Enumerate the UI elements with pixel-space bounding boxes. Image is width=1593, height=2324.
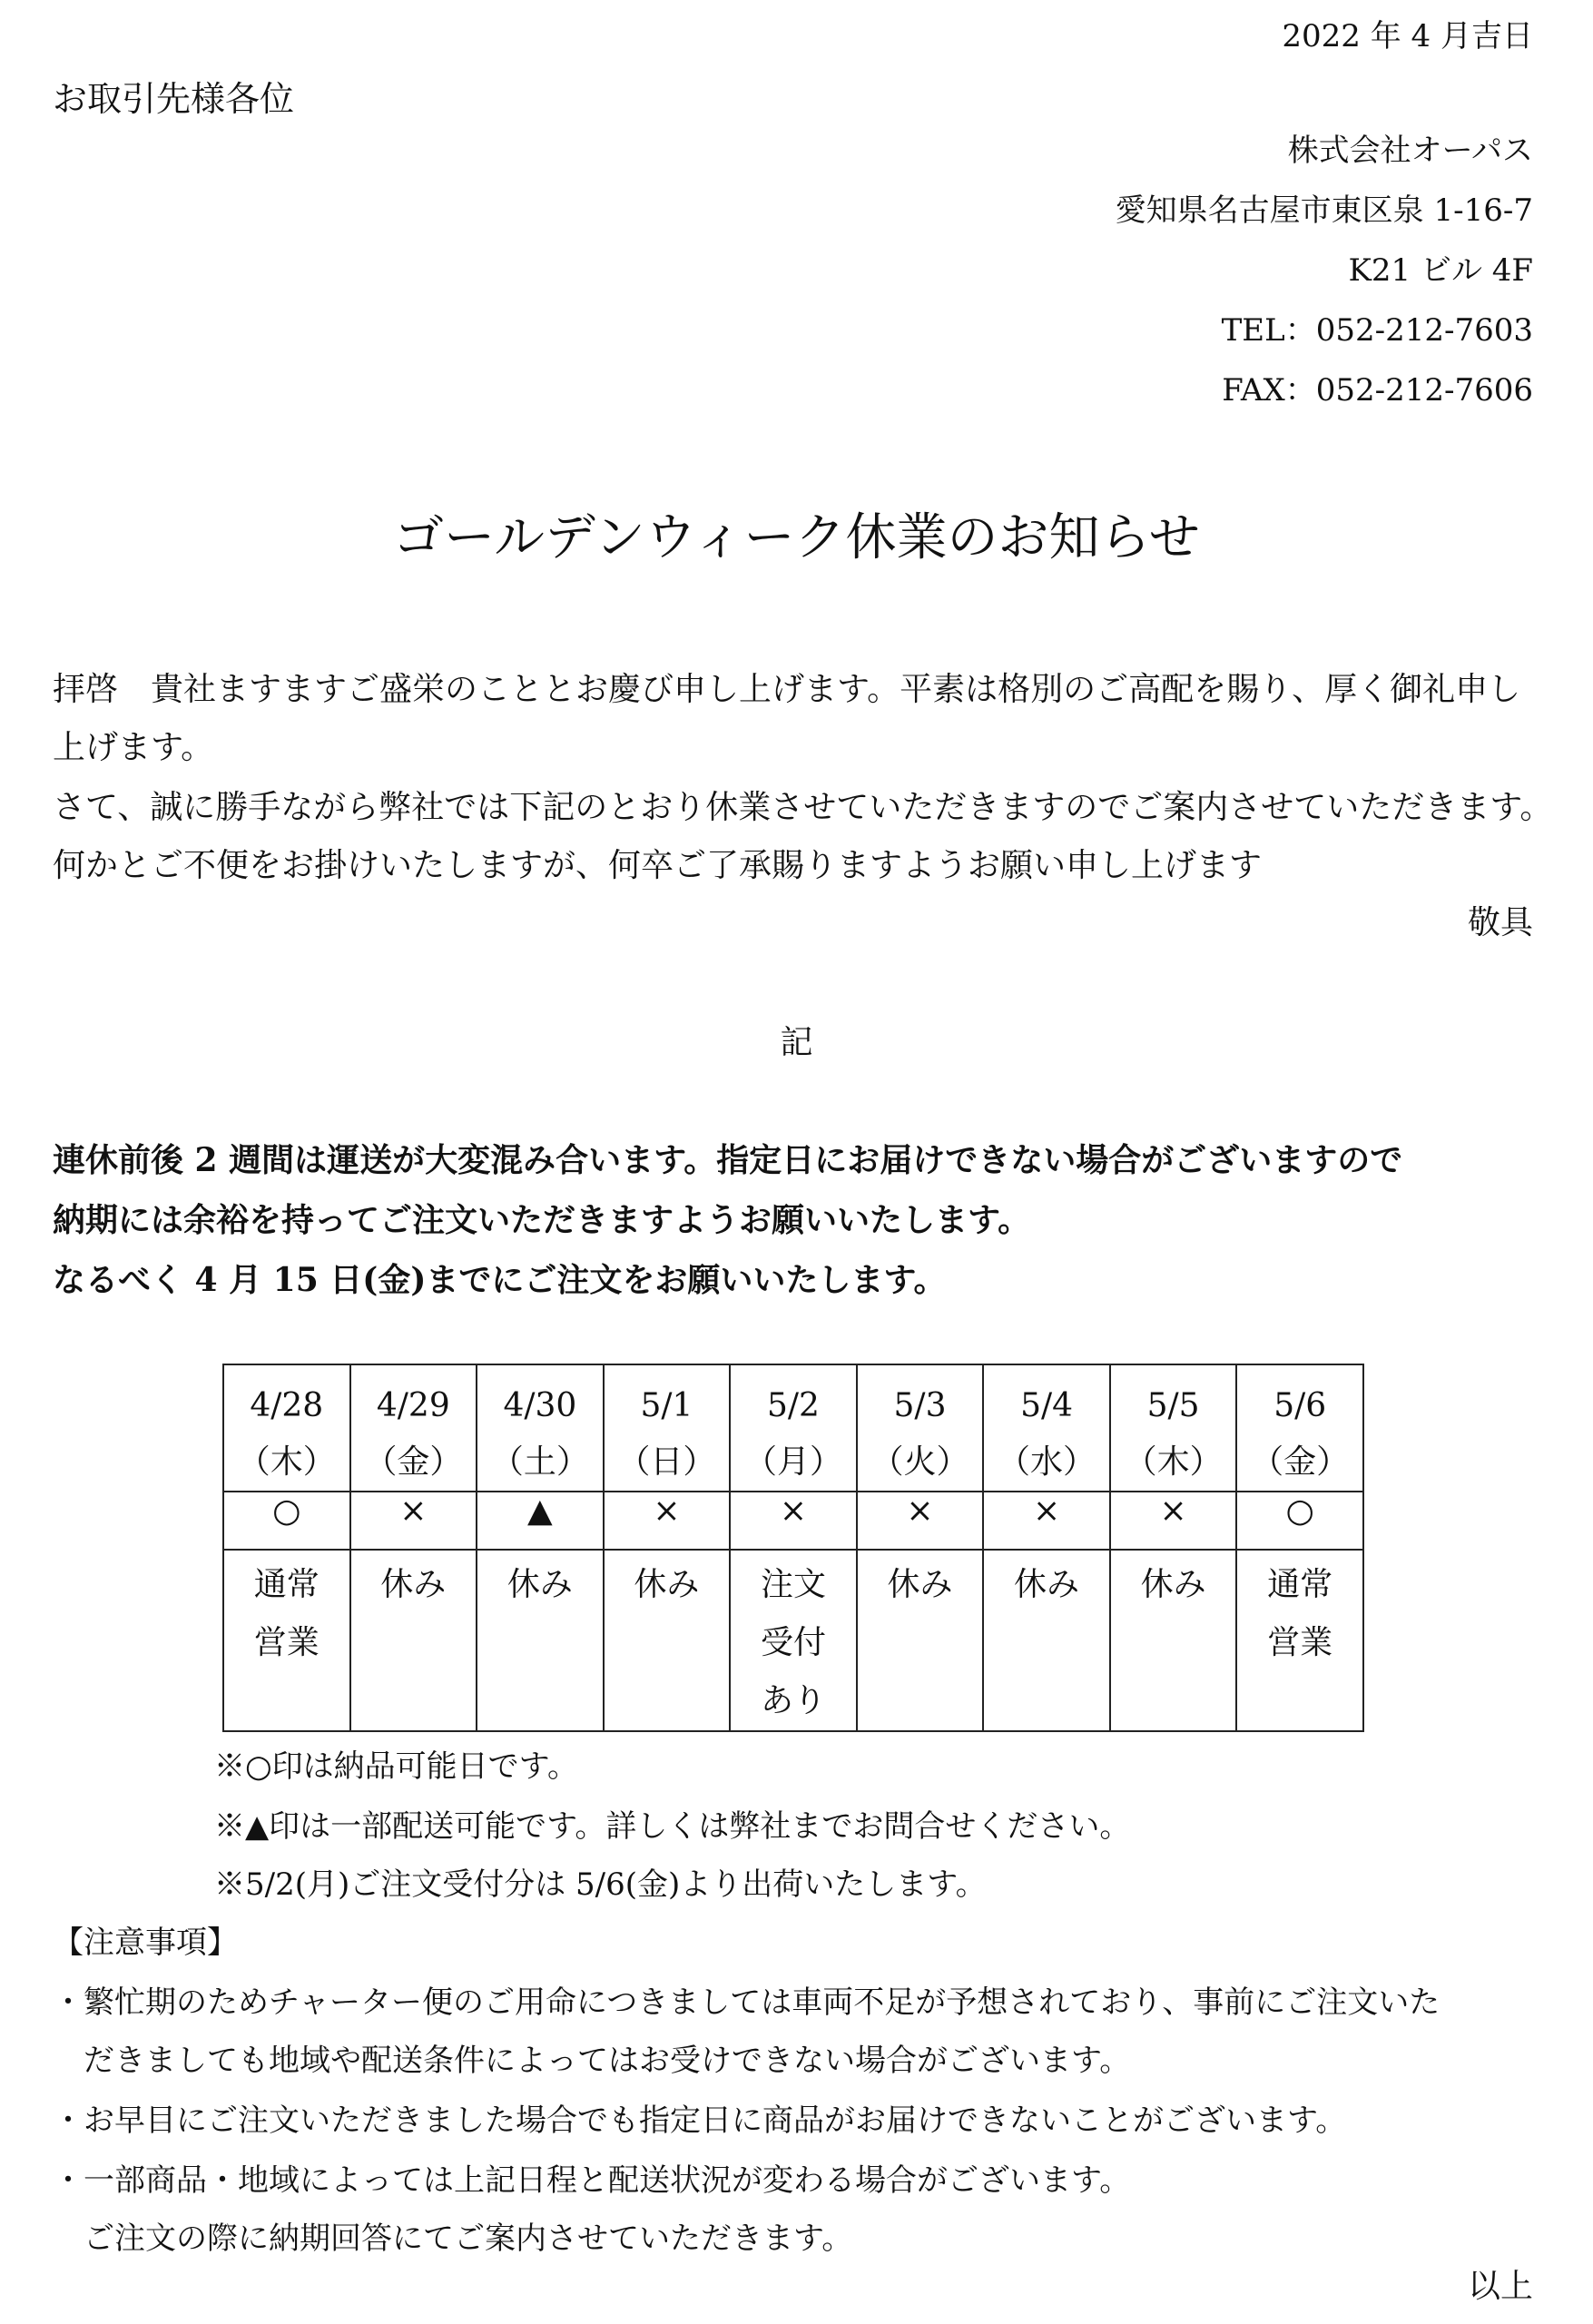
status-row xyxy=(223,1550,1363,1731)
ki-marker: 記 xyxy=(780,1024,813,1061)
sender-address-1: 愛知県名古屋市東区泉 1-16-7 xyxy=(1115,192,1533,229)
document-date: 2022 年 4 月吉日 xyxy=(1282,18,1533,54)
date-cell: 4/29 （金） xyxy=(350,1364,477,1492)
date-row xyxy=(223,1364,1363,1492)
sender-tel: TEL：052-212-7603 xyxy=(1221,312,1533,349)
greeting-line-2: 上げます。 xyxy=(53,729,214,766)
greeting-line-4: 何かとご不便をお掛けいたしますが、何卒ご了承賜りますようお願い申し上げます xyxy=(53,847,1263,884)
recipient: お取引先様各位 xyxy=(53,79,295,119)
mark-cell: × xyxy=(1110,1492,1237,1550)
ending-ijo: 以上 xyxy=(1467,2268,1533,2305)
notice-line-3: なるべく 4 月 15 日(金)までにご注文をお願いいたします。 xyxy=(53,1261,947,1299)
document-title: ゴールデンウィーク休業のお知らせ xyxy=(393,508,1200,567)
greeting-line-1: 拝啓 貴社ますますご盛栄のこととお慶び申し上げます。平素は格別のご高配を賜り、厚く御礼申し xyxy=(53,671,1521,708)
sender-fax: FAX：052-212-7606 xyxy=(1222,372,1533,409)
sender-address-2: K21 ビル 4F xyxy=(1348,252,1533,289)
mark-cell: × xyxy=(350,1492,477,1550)
caution-item-2: ・お早目にご注文いただきました場合でも指定日に商品がお届けできないことがございます。 xyxy=(53,2102,1347,2139)
holiday-schedule-table xyxy=(222,1364,1364,1732)
caution-item-1-line-2: だきましても地域や配送条件によってはお受けできない場合がございます。 xyxy=(84,2043,1131,2079)
mark-cell: × xyxy=(857,1492,984,1550)
caution-item-1-line-1: ・繁忙期のためチャーター便のご用命につきましては車両不足が予想されており、事前にご注文いた xyxy=(53,1984,1441,2021)
status-cell: 通常営業 xyxy=(223,1550,350,1731)
caution-item-3-line-1: ・一部商品・地域によっては上記日程と配送状況が変わる場合がございます。 xyxy=(53,2162,1131,2199)
status-cell: 休み xyxy=(983,1550,1110,1731)
date-cell: 5/1 （日） xyxy=(604,1364,731,1492)
date-cell: 5/4 （水） xyxy=(983,1364,1110,1492)
status-cell: 通常営業 xyxy=(1236,1550,1363,1731)
date-cell: 5/2 （月） xyxy=(730,1364,857,1492)
date-cell: 5/5 （木） xyxy=(1110,1364,1237,1492)
note-delivery-possible: ※○印は納品可能日です。 xyxy=(214,1748,578,1785)
note-shipping-start: ※5/2(月)ご注文受付分は 5/6(金)より出荷いたします。 xyxy=(214,1866,987,1903)
status-cell: 休み xyxy=(350,1550,477,1731)
caution-item-3-line-2: ご注文の際に納期回答にてご案内させていただきます。 xyxy=(84,2221,853,2257)
notice-line-2: 納期には余裕を持ってご注文いただきますようお願いいたします。 xyxy=(53,1201,1031,1239)
mark-cell: × xyxy=(983,1492,1110,1550)
closing-keigu: 敬具 xyxy=(1467,904,1533,941)
date-cell: 4/30 （土） xyxy=(477,1364,604,1492)
status-cell: 休み xyxy=(857,1550,984,1731)
date-cell: 4/28 （木） xyxy=(223,1364,350,1492)
mark-cell: ○ xyxy=(223,1492,350,1550)
sender-company: 株式会社オーパス xyxy=(1287,133,1533,169)
status-cell: 休み xyxy=(477,1550,604,1731)
status-cell: 休み xyxy=(604,1550,731,1731)
notice-line-1: 連休前後 2 週間は運送が大変混み合います。指定日にお届けできない場合がございますので xyxy=(53,1141,1403,1179)
note-partial-delivery: ※▲印は一部配送可能です。詳しくは弊社までお問合せください。 xyxy=(214,1808,1131,1845)
mark-cell: ○ xyxy=(1236,1492,1363,1550)
caution-heading: 【注意事項】 xyxy=(53,1925,238,1961)
status-cell: 休み xyxy=(1110,1550,1237,1731)
greeting-line-3: さて、誠に勝手ながら弊社では下記のとおり休業させていただきますのでご案内させていただきます。 xyxy=(53,789,1553,826)
date-cell: 5/6 （金） xyxy=(1236,1364,1363,1492)
mark-cell: ▲ xyxy=(477,1492,604,1550)
date-cell: 5/3 （火） xyxy=(857,1364,984,1492)
mark-cell: × xyxy=(730,1492,857,1550)
mark-cell: × xyxy=(604,1492,731,1550)
mark-row xyxy=(223,1492,1363,1550)
status-cell: 注文受付あり xyxy=(730,1550,857,1731)
